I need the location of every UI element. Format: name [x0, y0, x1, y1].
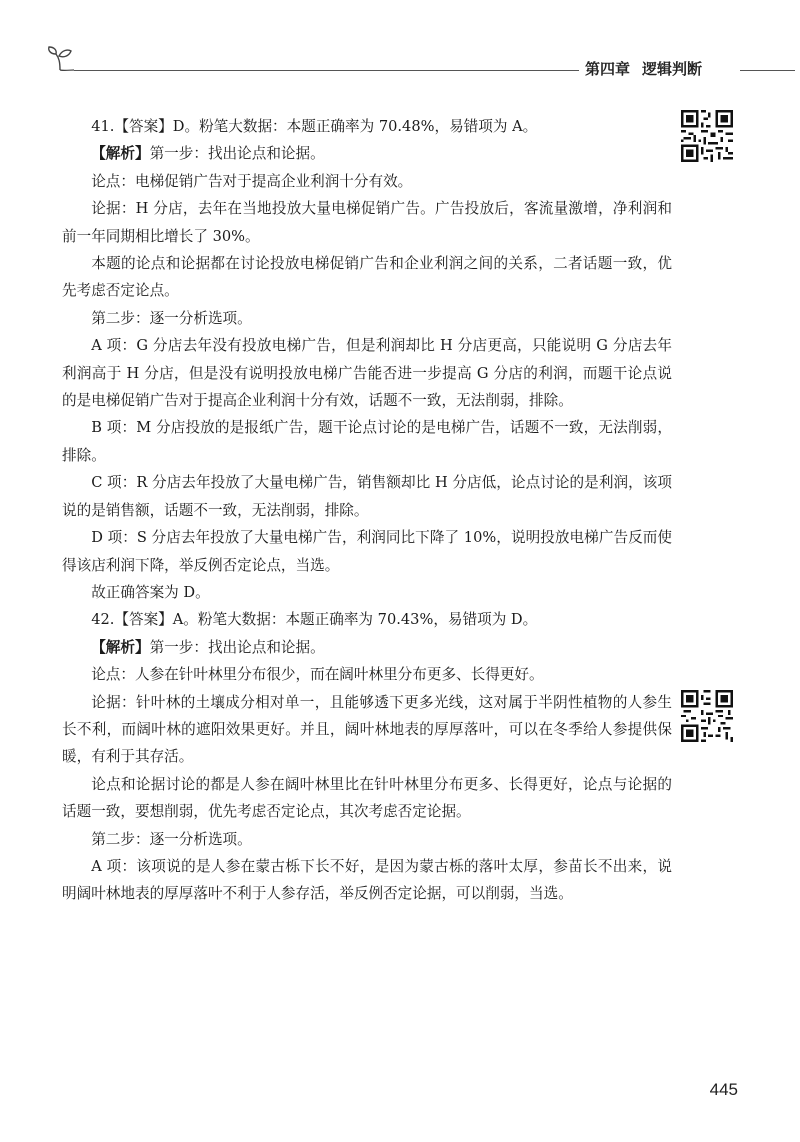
q42-option-a: A 项：该项说的是人参在蒙古栎下长不好，是因为蒙古栎的落叶太厚，参苗长不出来，说明阔叶林地表的厚厚落叶不利于人参存活，举反例否定论据，可以削弱，当选。 — [62, 857, 672, 903]
q41-thesis: 论点：电梯促销广告对于提高企业利润十分有效。 — [91, 172, 413, 190]
q41-step1-text: 第一步：找出论点和论据。 — [149, 145, 325, 163]
chapter-title: 逻辑判断 — [642, 60, 703, 78]
q41-evidence: 论据：H 分店，去年在当地投放大量电梯促销广告。广告投放后，客流量激增，净利润和前一年同期相比增长了 30%。 — [62, 200, 672, 245]
header-rule-right — [740, 70, 795, 71]
q42-relation: 论点和论据讨论的都是人参在阔叶林里比在针叶林里分布更多、长得更好，论点与论据的话题一致，要想削弱，优先考虑否定论点，其次考虑否定论据。 — [62, 775, 672, 821]
q41-answer-line: 41.【答案】D。粉笔大数据：本题正确率为 70.48%，易错项为 A。 — [91, 118, 538, 135]
q42-analysis-tag: 【解析】 — [91, 638, 150, 656]
chapter-heading — [585, 58, 735, 79]
q41-analysis-tag: 【解析】 — [91, 145, 150, 163]
q41-option-c: C 项：R 分店去年投放了大量电梯广告，销售额却比 H 分店低，论点讨论的是利润，该项说的是销售额，话题不一致，无法削弱，排除。 — [62, 474, 672, 519]
q42-step2: 第二步：逐一分析选项。 — [91, 830, 252, 848]
q42-thesis: 论点：人参在针叶林里分布很少，而在阔叶林里分布更多、长得更好。 — [91, 666, 544, 684]
q42-step1-text: 第一步：找出论点和论据。 — [149, 638, 325, 656]
qr-code-icon[interactable] — [681, 110, 733, 162]
q42-answer-line: 42.【答案】A。粉笔大数据：本题正确率为 70.43%，易错项为 D。 — [91, 611, 538, 629]
q42-analysis-step1 — [62, 634, 672, 661]
q41-conclusion: 故正确答案为 D。 — [91, 583, 210, 601]
q42-evidence: 论据：针叶林的土壤成分相对单一，且能够透下更多光线，这对属于半阴性植物的人参生长不利，而阔叶林的遮阳效果更好。并且，阔叶林地表的厚厚落叶，可以在冬季给人参提供保暖，有利于其存活。 — [62, 693, 672, 766]
sprout-icon — [46, 44, 74, 72]
chapter-number: 第四章 — [585, 60, 631, 78]
page-header — [0, 0, 800, 90]
q41-option-a: A 项：G 分店去年没有投放电梯广告，但是利润却比 H 分店更高，只能说明 G 分店去年利润高于 H 分店，但是没有说明投放电梯广告能否进一步提高 G 分店的利润，而题干论点说的是电梯促销广告对于提高企业利润十分有效，话题不一致，无法削弱，排除。 — [62, 337, 672, 410]
q41-option-b: B 项：M 分店投放的是报纸广告，题干论点讨论的是电梯广告，话题不一致，无法削弱，排除。 — [62, 419, 672, 464]
q41-relation: 本题的论点和论据都在讨论投放电梯促销广告和企业利润之间的关系，二者话题一致，优先考虑否定论点。 — [62, 255, 672, 300]
q41-step2: 第二步：逐一分析选项。 — [91, 309, 252, 327]
q41-analysis-step1 — [62, 140, 672, 167]
qr-code-icon[interactable] — [681, 690, 733, 742]
page-number: 445 — [709, 1080, 738, 1099]
q41-option-d: D 项：S 分店去年投放了大量电梯广告，利润同比下降了 10%，说明投放电梯广告反而使得该店利润下降，举反例否定论点，当选。 — [62, 529, 672, 574]
header-rule-left — [74, 70, 579, 71]
page-body — [62, 113, 672, 908]
